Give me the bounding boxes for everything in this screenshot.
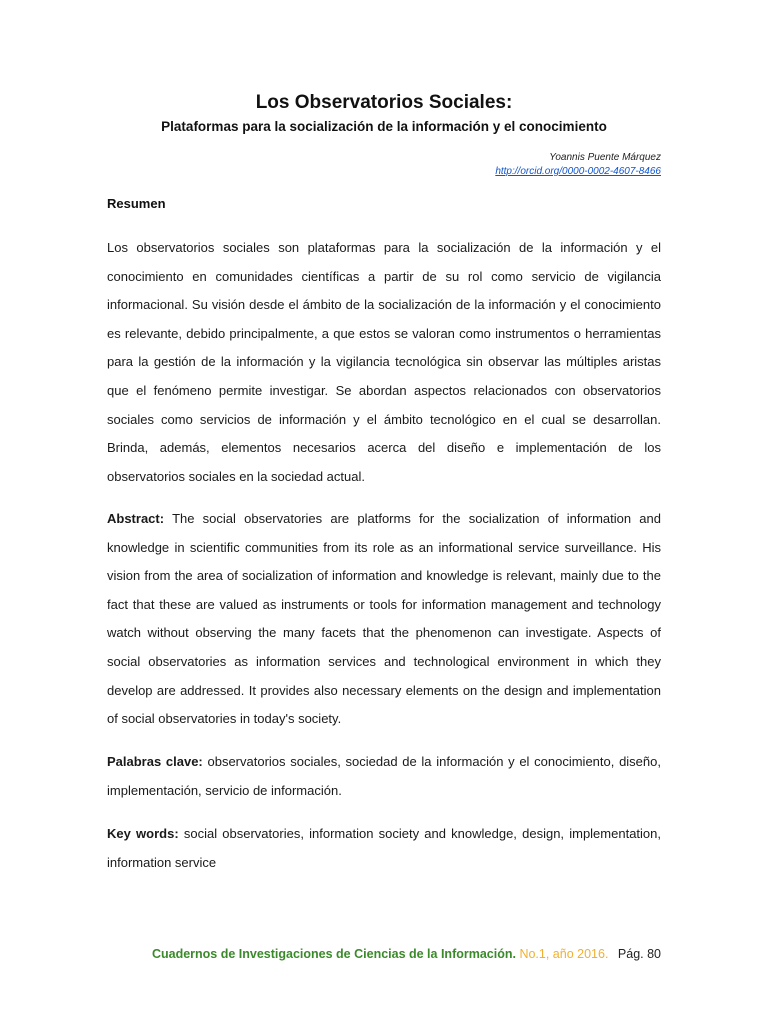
resumen-paragraph: Los observatorios sociales son plataformas para la socialización de la información y el conocimiento en comunidades científicas a partir de su rol como servicio de vigilancia informacional. Su visión desde el ámbito de la socialización de la información y el conocimiento es relevante, debido principalmente, a que estos se valoran como instrumentos o herramientas para la gestión de la información y la vigilancia tecnológica sin observar las múltiples aristas que el fenómeno permite investigar. Se abordan aspectos relacionados con observatorios sociales como servicios de información y el ámbito tecnológico en el cual se desarrollan. Brinda, además, elementos necesarios acerca del diseño e implementación de los observatorios sociales en la sociedad actual. (107, 240, 661, 484)
palabras-clave-text: observatorios sociales, sociedad de la información y el conocimiento, diseño, implementación, servicio de información. (107, 754, 661, 798)
resumen-heading: Resumen (107, 196, 166, 211)
palabras-clave-label: Palabras clave: (107, 754, 203, 769)
author-name: Yoannis Puente Márquez (549, 152, 661, 163)
footer-issue: No.1, año 2016. (519, 947, 609, 961)
key-words-label: Key words: (107, 826, 179, 841)
orcid-link[interactable]: http://orcid.org/0000-0002-4607-8466 (495, 166, 661, 177)
key-words-paragraph (107, 820, 661, 877)
abstract-label: Abstract: (107, 511, 165, 526)
paper-title: Los Observatorios Sociales: (255, 92, 513, 113)
page-footer (152, 947, 661, 961)
abstract-text: The social observatories are platforms for the socialization of information and knowledge in scientific communities from its role as an informational service surveillance. His vision from the area of socialization of information and knowledge is relevant, mainly due to the fact that these are valued as instruments or tools for information management and technology watch without observing the many facets that the phenomenon can investigate. Aspects of social observatories as information services and technological environment in which they develop are addressed. It provides also necessary elements on the design and implementation of social observatories in today's society. (107, 511, 661, 727)
footer-journal-name: Cuadernos de Investigaciones de Ciencias de la Información. (151, 947, 516, 961)
footer-page-number: Pág. 80 (617, 947, 661, 961)
abstract-paragraph (107, 505, 661, 734)
key-words-text: social observatories, information society and knowledge, design, implementation, information service (107, 826, 661, 870)
paper-subtitle: Plataformas para la socialización de la información y el conocimiento (161, 119, 607, 134)
palabras-clave-paragraph (107, 748, 661, 805)
